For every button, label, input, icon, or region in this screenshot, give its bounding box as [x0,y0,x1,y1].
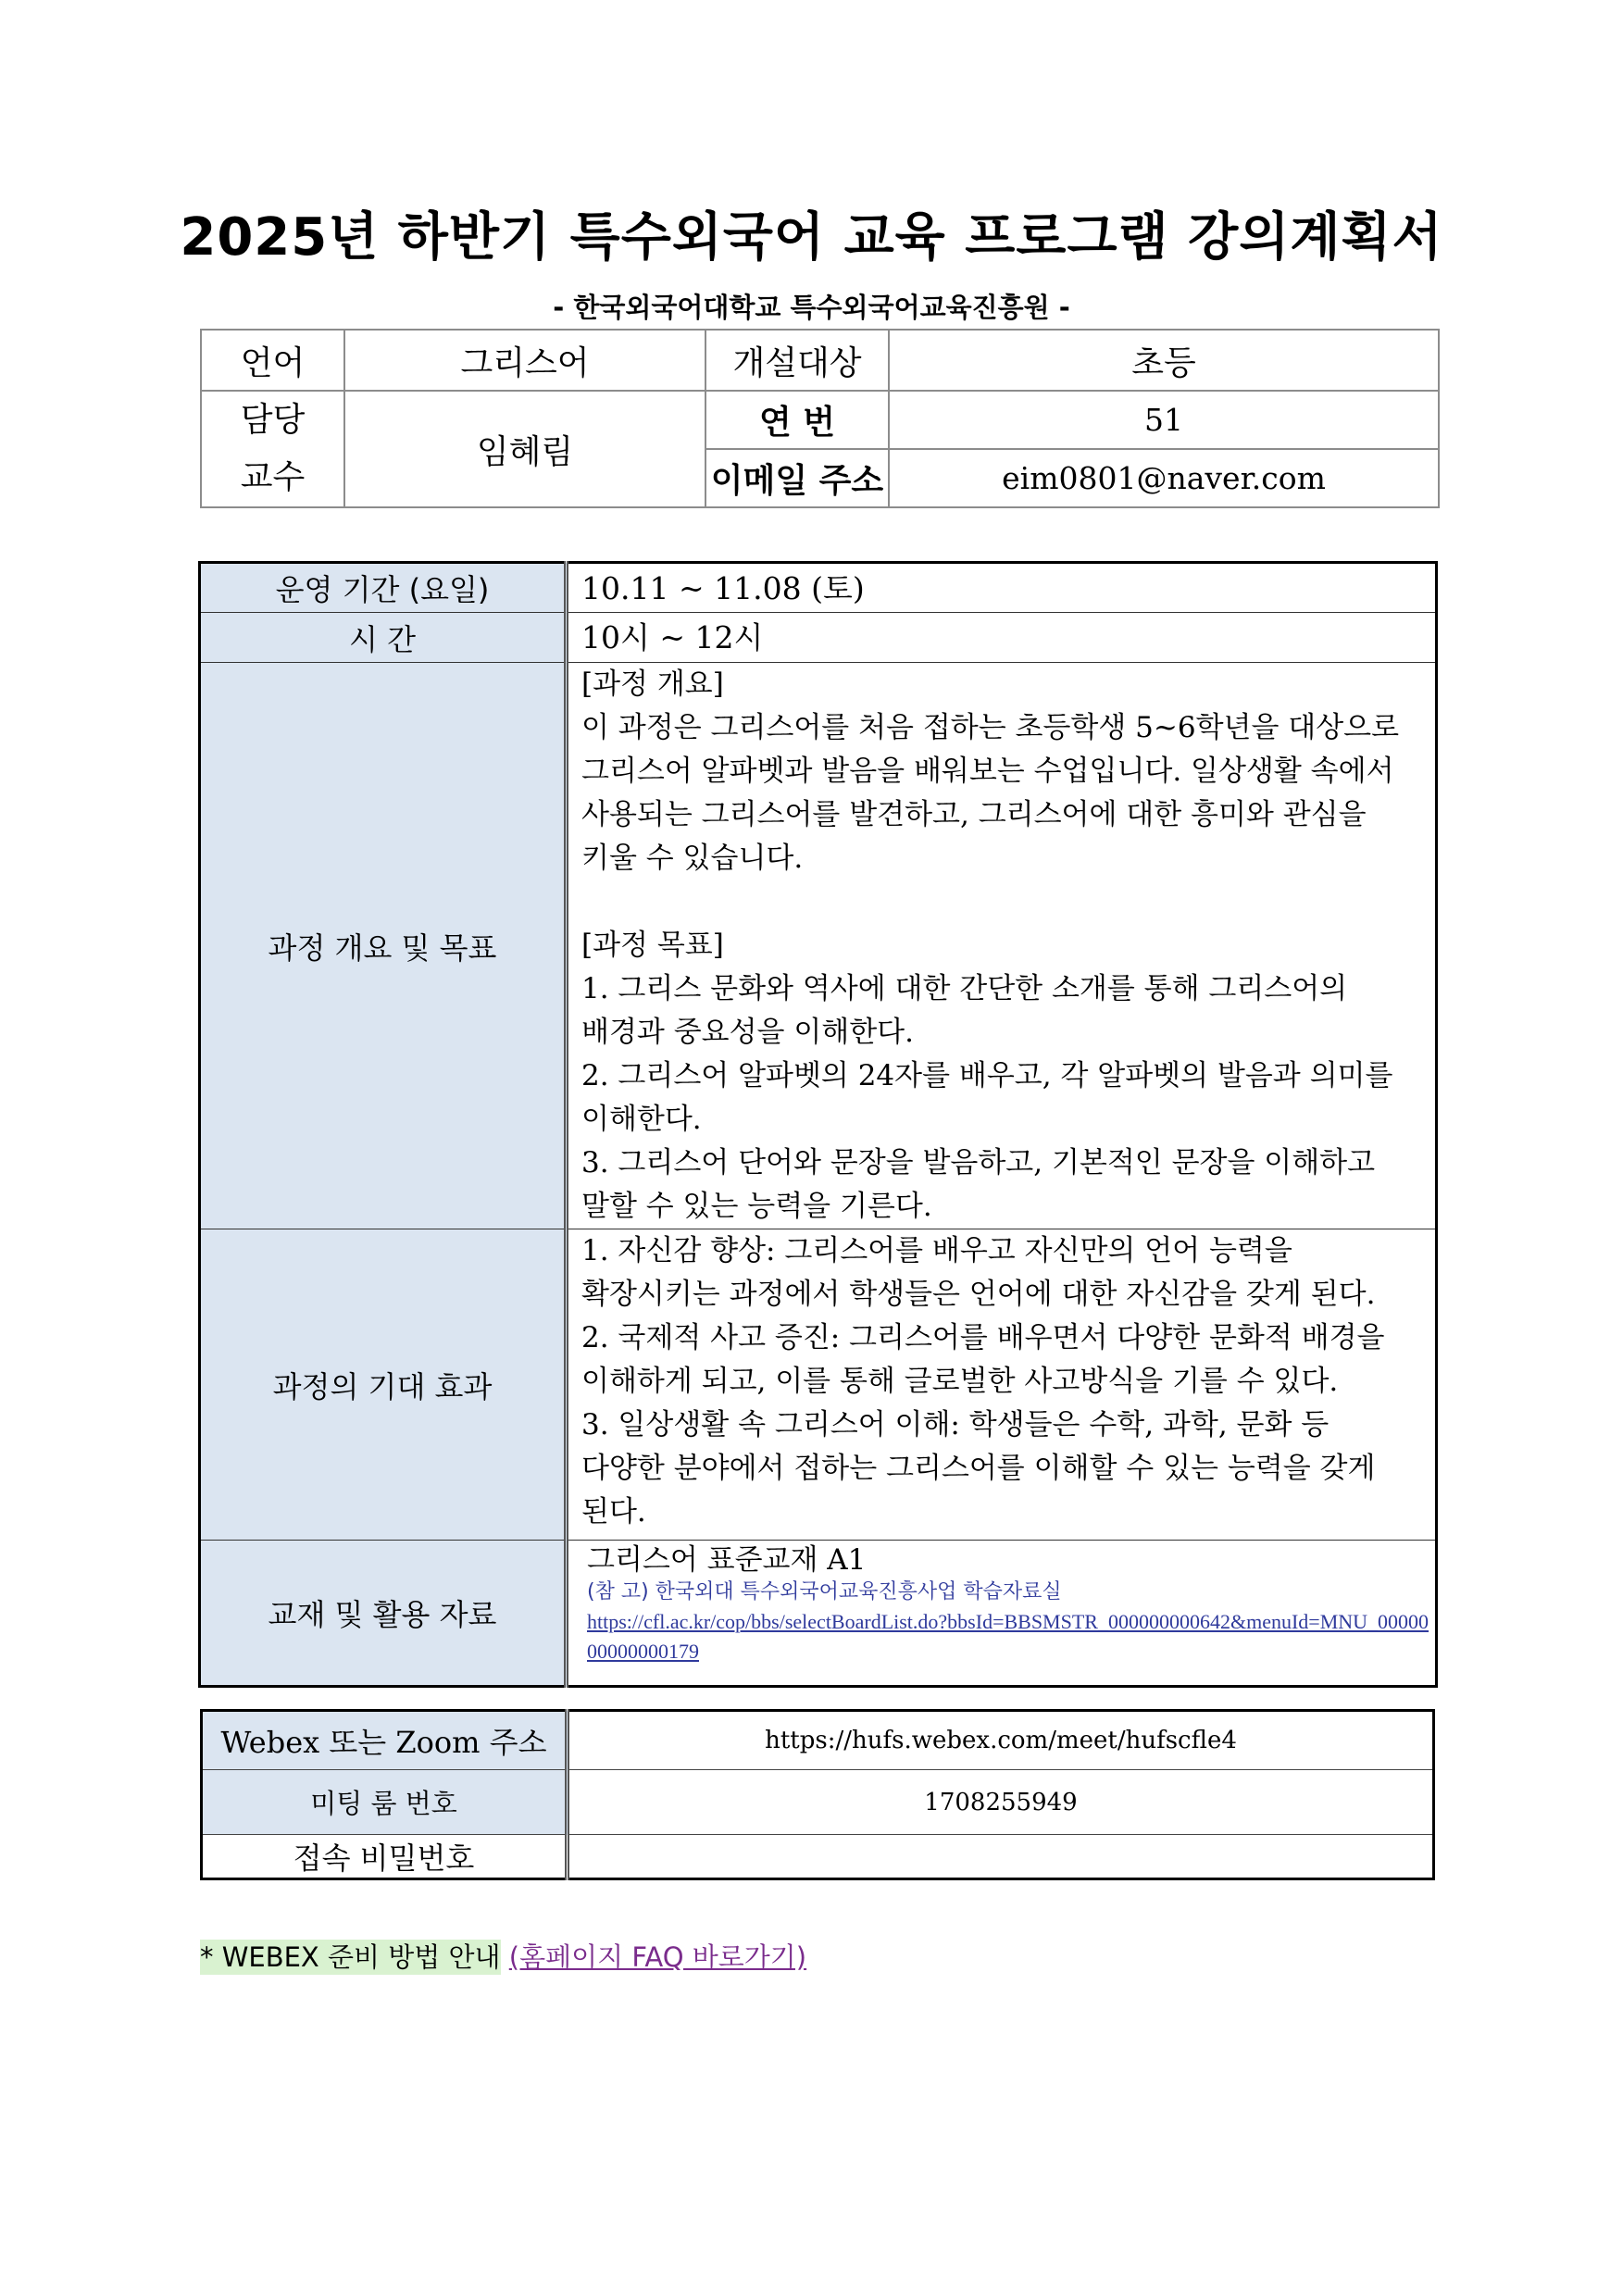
materials-label: 교재 및 활용 자료 [200,1541,567,1687]
meeting-password-value [568,1835,1434,1879]
period-value: 10.11 ~ 11.08 (토) [567,563,1437,613]
overview-label: 과정 개요 및 목표 [200,663,567,1229]
overview-blank-line [581,880,1435,924]
effect-line: 다양한 분야에서 접하는 그리스어를 이해할 수 있는 능력을 갖게 [581,1452,1376,1485]
time-label: 시 간 [200,613,567,663]
instructor-label [201,391,344,507]
time-value: 10시 ~ 12시 [567,613,1437,663]
course-table [198,561,1438,1688]
overview-line: 사용되는 그리스어를 발견하고, 그리스어에 대한 흥미와 관심을 [581,798,1367,831]
effect-content [567,1229,1437,1541]
webex-guide-note [200,1937,806,1975]
info-table [200,329,1440,508]
effect-line: 2. 국제적 사고 증진: 그리스어를 배우면서 다양한 문화적 배경을 [581,1321,1385,1354]
goal-line: 배경과 중요성을 이해한다. [581,1016,914,1049]
overview-line: 그리스어 알파벳과 발음을 배워보는 수업입니다. 일상생활 속에서 [581,755,1394,788]
target-value: 초등 [889,330,1439,391]
materials-textbook: 그리스어 표준교재 A1 [587,1543,867,1577]
instructor-label-line-1: 담당 [240,401,306,439]
overview-line: 키울 수 있습니다. [581,842,804,875]
meeting-room-value: 1708255949 [568,1770,1434,1835]
goal-line: 말할 수 있는 능력을 기른다. [581,1190,932,1223]
goal-line: 이해한다. [581,1103,702,1136]
goal-line: 2. 그리스어 알파벳의 24자를 배우고, 각 알파벳의 발음과 의미를 [581,1059,1393,1092]
language-value: 그리스어 [344,330,705,391]
email-value[interactable]: eim0801@naver.com [889,449,1439,507]
document-title: 2025년 하반기 특수외국어 교육 프로그램 강의계획서 [180,207,1443,268]
overview-content [567,663,1437,1229]
meeting-address-value[interactable]: https://hufs.webex.com/meet/hufscfle4 [568,1711,1434,1770]
effect-label: 과정의 기대 효과 [200,1229,567,1541]
effect-line: 확장시키는 과정에서 학생들은 언어에 대한 자신감을 갖게 된다. [581,1278,1376,1311]
faq-link[interactable]: (홈페이지 FAQ 바로가기) [508,1941,807,1973]
meeting-table [200,1709,1435,1880]
effect-line: 1. 자신감 향상: 그리스어를 배우고 자신만의 언어 능력을 [581,1234,1292,1267]
target-label: 개설대상 [705,330,889,391]
materials-link[interactable]: https://cfl.ac.kr/cop/bbs/selectBoardList.do?bbsId=BBSMSTR_000000000642&menuId=MNU_0000000000000179 [587,1610,1429,1663]
materials-reference: (참 고) 한국외대 특수외국어교육진흥사업 학습자료실 [587,1580,1062,1603]
meeting-address-label: Webex 또는 Zoom 주소 [202,1711,568,1770]
overview-line: 이 과정은 그리스어를 처음 접하는 초등학생 5~6학년을 대상으로 [581,711,1400,744]
overview-line: [과정 개요] [581,668,724,701]
webex-guide-text: * WEBEX 준비 방법 안내 [200,1941,501,1973]
meeting-room-label: 미팅 룸 번호 [202,1770,568,1835]
effect-line: 3. 일상생활 속 그리스어 이해: 학생들은 수학, 과학, 문화 등 [581,1408,1330,1441]
number-value: 51 [889,391,1439,449]
language-label: 언어 [201,330,344,391]
effect-line: 이해하게 되고, 이를 통해 글로벌한 사고방식을 기를 수 있다. [581,1365,1339,1398]
goal-line: 3. 그리스어 단어와 문장을 발음하고, 기본적인 문장을 이해하고 [581,1146,1376,1179]
meeting-password-label: 접속 비밀번호 [202,1835,568,1879]
period-label: 운영 기간 (요일) [200,563,567,613]
number-label: 연 번 [705,391,889,449]
goal-line: [과정 목표] [581,929,724,962]
instructor-value: 임혜림 [344,391,705,507]
instructor-label-line-2: 교수 [240,458,306,496]
goal-line: 1. 그리스 문화와 역사에 대한 간단한 소개를 통해 그리스어의 [581,972,1348,1005]
document-subtitle: - 한국외국어대학교 특수외국어교육진흥원 - [553,292,1070,323]
materials-content [567,1541,1437,1687]
effect-line: 된다. [581,1495,646,1529]
email-label: 이메일 주소 [705,449,889,507]
